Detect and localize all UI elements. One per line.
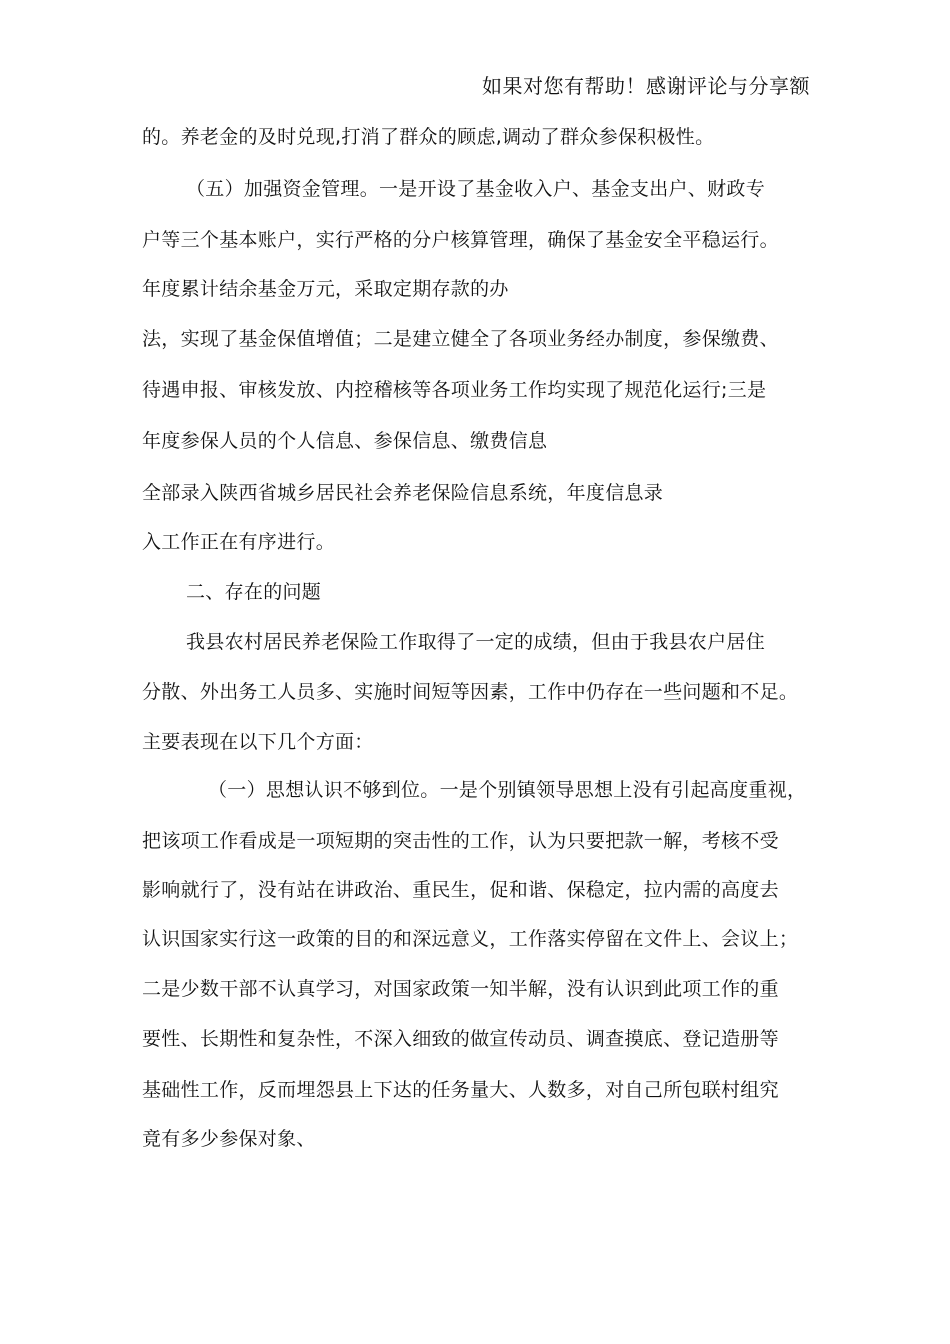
paragraph-line: 要性、长期性和复杂性，不深入细致的做宣传动员、调查摸底、登记造册等 [142,1028,779,1050]
paragraph-line: 待遇申报、审核发放、内控稽核等各项业务工作均实现了规范化运行;三是 [142,379,767,401]
subsection-one-heading-line: （一）思想认识不够到位。一是个别镇领导思想上没有引起高度重视， [208,779,807,801]
paragraph-line: 我县农村居民养老保险工作取得了一定的成绩，但由于我县农户居住 [186,631,766,653]
paragraph-line: 年度参保人员的个人信息、参保信息、缴费信息 [142,430,548,452]
paragraph-line: 二是少数干部不认真学习，对国家政策一知半解，没有认识到此项工作的重 [142,978,779,1000]
section-five-heading-line: （五）加强资金管理。一是开设了基金收入户、基金支出户、财政专 [186,178,766,200]
paragraph-line: 认识国家实行这一政策的目的和深远意义，工作落实停留在文件上、会议上； [142,928,799,950]
paragraph-line: 竟有多少参保对象、 [142,1128,316,1150]
paragraph-line: 分散、外出务工人员多、实施时间短等因素，工作中仍存在一些问题和不足。 [142,681,799,703]
paragraph-line: 入工作正在有序进行。 [142,531,336,553]
paragraph-line: 的。养老金的及时兑现,打消了群众的顾虑,调动了群众参保积极性。 [142,126,715,148]
section-heading: 二、存在的问题 [186,581,322,603]
paragraph-line: 主要表现在以下几个方面： [142,731,374,753]
paragraph-line: 把该项工作看成是一项短期的突击性的工作，认为只要把款一解，考核不受 [142,830,779,852]
paragraph-line: 户等三个基本账户，实行严格的分户核算管理，确保了基金安全平稳运行。 [142,229,779,251]
header-note: 如果对您有帮助！感谢评论与分享额 [482,74,810,98]
paragraph-line: 影响就行了，没有站在讲政治、重民生，促和谐、保稳定，拉内需的高度去 [142,879,779,901]
paragraph-line: 法，实现了基金保值增值；二是建立健全了各项业务经办制度，参保缴费、 [142,328,779,350]
paragraph-line: 基础性工作，反而埋怨县上下达的任务量大、人数多，对自己所包联村组究 [142,1079,779,1101]
paragraph-line: 年度累计结余基金万元，采取定期存款的办 [142,278,509,300]
paragraph-line: 全部录入陕西省城乡居民社会养老保险信息系统，年度信息录 [142,482,664,504]
